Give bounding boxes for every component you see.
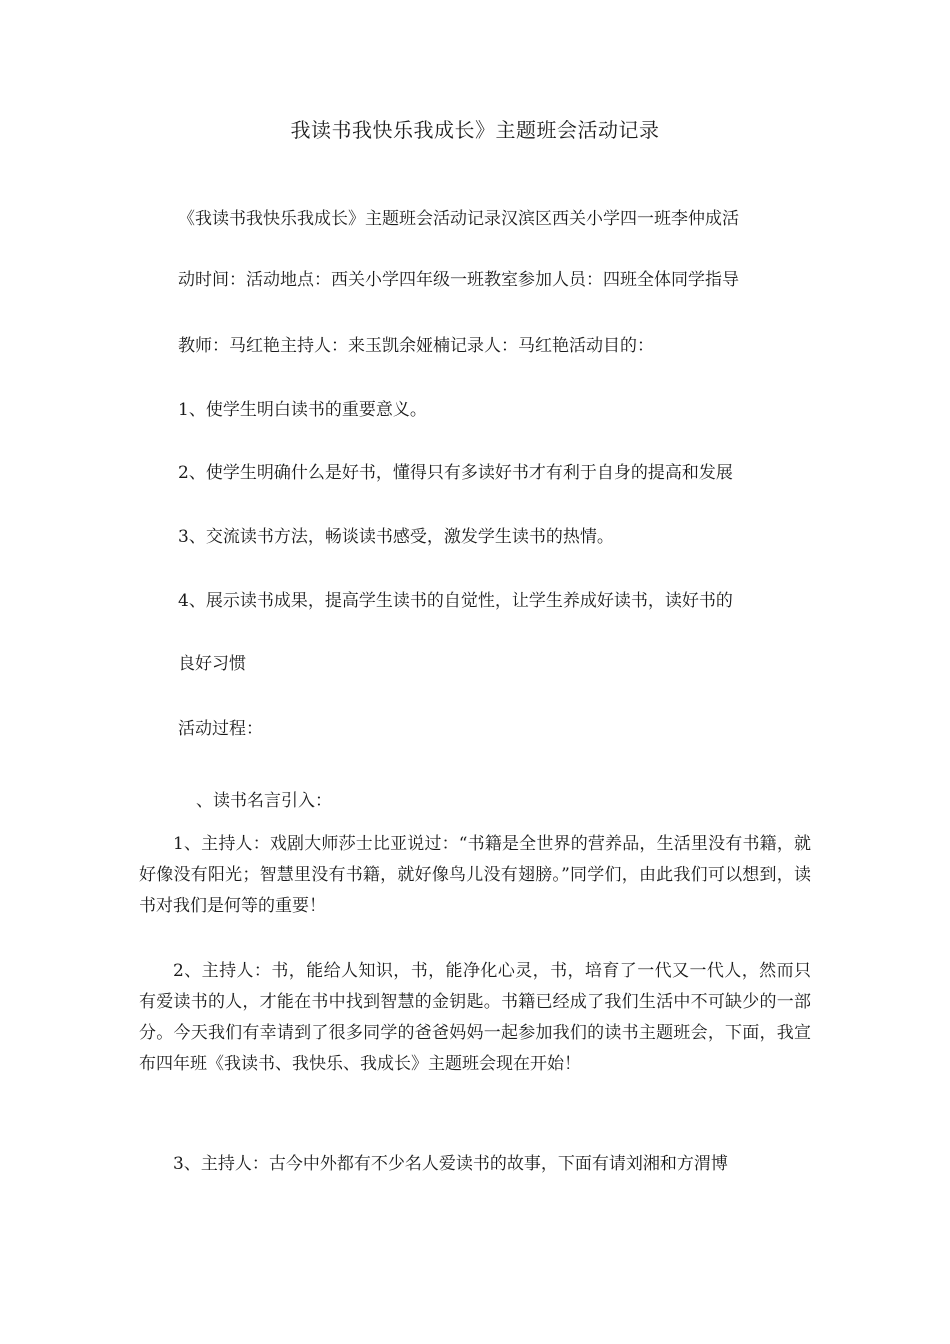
paragraph-2: 2、主持人：书，能给人知识，书，能净化心灵，书，培育了一代又一代人，然而只有爱读书的人，才能在书中找到智慧的金钥匙。书籍已经成了我们生活中不可缺少的一部分。今天我们有幸请到了很多同学的爸爸妈妈一起参加我们的读书主题班会，下面，我宣布四年班《我读书、我快乐、我成长》主题班会现在开始！: [139, 961, 811, 1074]
intro-line-1: 《我读书我快乐我成长》主题班会活动记录汉滨区西关小学四一班李仲成活: [178, 209, 739, 229]
intro-line-2: 动时间：活动地点：西关小学四年级一班教室参加人员：四班全体同学指导: [178, 270, 739, 290]
goal-item-3: 3、交流读书方法，畅谈读书感受，激发学生读书的热情。: [178, 527, 614, 547]
paragraph-1: 1、主持人：戏剧大师莎士比亚说过：“书籍是全世界的营养品，生活里没有书籍，就好像没有阳光；智慧里没有书籍，就好像鸟儿没有翅膀。”同学们，由此我们可以想到，读书对我们是何等的重要！: [139, 834, 811, 916]
goal-item-2: 2、使学生明确什么是好书，懂得只有多读好书才有利于自身的提高和发展: [178, 463, 733, 483]
section-heading: 、读书名言引入：: [196, 791, 332, 811]
document-title: 我读书我快乐我成长》主题班会活动记录: [290, 118, 660, 142]
process-label: 活动过程：: [178, 719, 263, 739]
paragraph-3: 3、主持人：古今中外都有不少名人爱读书的故事，下面有请刘湘和方渭博: [173, 1154, 728, 1174]
goal-item-4-continued: 良好习惯: [178, 654, 246, 674]
goal-item-1: 1、使学生明白读书的重要意义。: [178, 400, 427, 420]
intro-line-3: 教师：马红艳主持人：来玉凯余娅楠记录人：马红艳活动目的：: [178, 336, 654, 356]
goal-item-4: 4、展示读书成果，提高学生读书的自觉性，让学生养成好读书，读好书的: [178, 591, 733, 611]
